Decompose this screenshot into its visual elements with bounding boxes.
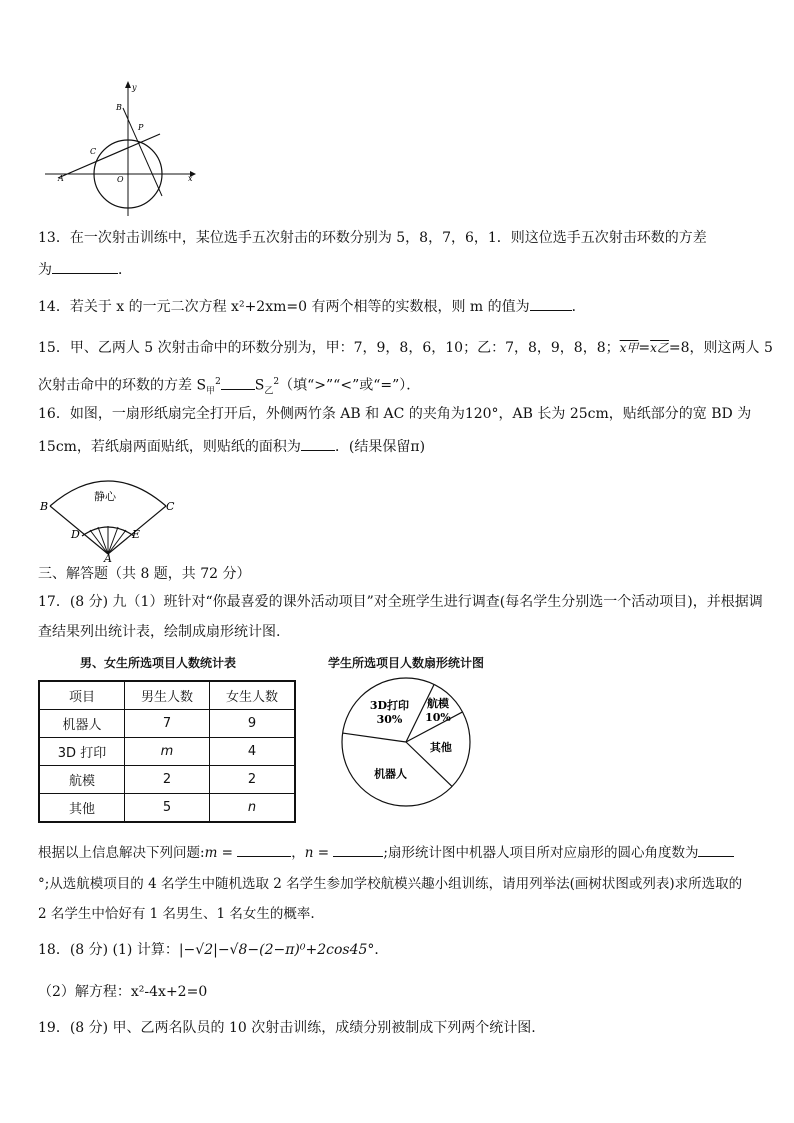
pie-slice-percent: 30% [376, 712, 403, 726]
q17-line3-post: ;扇形统计图中机器人项目所对应扇形的圆心角度数为 [383, 845, 699, 861]
q15-line2c: （填“>”“<”或“=”）． [279, 377, 421, 394]
mean-jia: x甲 [619, 341, 639, 355]
question-19: 19．(8 分) 甲、乙两名队员的 10 次射击训练，成绩分别被制成下列两个统计图. [38, 1020, 536, 1036]
q18-expression: |−√2|−√8−(2−π)⁰+2cos45° [178, 942, 375, 958]
sub-jia: 甲 [206, 386, 216, 397]
q16-line1: 16．如图，一扇形纸扇完全打开后，外侧两竹条 AB 和 AC 的夹角为120°，AB 长为 25cm，贴纸部分的宽 BD 为 [38, 406, 752, 422]
table-cell: 2 [210, 766, 296, 794]
fan-label-b: B [40, 500, 49, 513]
table-cell: m [125, 738, 210, 766]
pie-slice-label: 机器人 [374, 767, 408, 781]
q18-pre: 18．(8 分) (1) 计算： [38, 942, 179, 958]
question-15-line2 [38, 372, 763, 401]
pie-slice-label: 航模 [427, 696, 450, 710]
label-x: x [188, 174, 193, 183]
table-row [39, 766, 295, 794]
table-header: 男生人数 [125, 681, 210, 710]
q18-post: ． [374, 942, 389, 958]
sup-yi: 2 [273, 377, 280, 387]
q13-answer-blank[interactable] [52, 259, 118, 274]
var-n: n [304, 845, 314, 861]
q16-line2-post: ．(结果保留π) [334, 439, 426, 455]
q15-line2a: 次射击命中的环数的方差 S [38, 377, 207, 394]
label-a: A [58, 174, 64, 183]
table-row [39, 710, 295, 738]
table-header: 项目 [39, 681, 125, 710]
pie-slice-percent: 10% [425, 710, 451, 724]
y-axis-arrow [125, 81, 131, 88]
table-row [39, 794, 295, 823]
table-header-row [39, 681, 295, 710]
fan-label-a: A [104, 552, 112, 562]
q16-answer-blank[interactable] [301, 436, 335, 451]
label-o: O [117, 175, 124, 184]
m-answer-blank[interactable] [237, 842, 291, 857]
q14-answer-blank[interactable] [530, 296, 572, 311]
q13-line2-pre: 为 [38, 262, 52, 278]
n-answer-blank[interactable] [333, 842, 383, 857]
pie-slice-boundary [343, 733, 406, 742]
question-14 [38, 296, 763, 317]
q15-answer-blank[interactable] [221, 375, 255, 390]
angle-answer-blank[interactable] [698, 842, 734, 857]
question-16 [38, 404, 763, 424]
question-13 [38, 228, 763, 248]
pie-caption: 学生所选项目人数扇形统计图 [328, 656, 485, 670]
pie-slice-label: 3D打印 [369, 698, 410, 712]
q15-line1b: =8，则这两人 5 [668, 340, 773, 356]
table-cell: 3D 打印 [39, 738, 125, 766]
label-b: B [116, 103, 122, 112]
fan-text: 静心 [94, 490, 116, 503]
label-y: y [132, 83, 137, 92]
q15-line2b: S [254, 377, 265, 394]
line-bp [123, 108, 162, 196]
pie-slice-label: 其他 [429, 740, 452, 754]
question-15 [38, 338, 773, 358]
sup-jia: 2 [215, 377, 221, 387]
sub-yi: 乙 [264, 386, 274, 397]
question-16-line2 [38, 436, 763, 457]
q13-line2-post: ． [118, 262, 132, 278]
fan-label-d: D [71, 528, 80, 541]
table-cell: 机器人 [39, 710, 125, 738]
stats-table [38, 680, 296, 823]
table-header: 女生人数 [210, 681, 296, 710]
q16-line2-pre: 15cm，若纸扇两面贴纸，则贴纸的面积为 [38, 439, 301, 455]
question-17-line5: 2 名学生中恰好有 1 名男生、1 名女生的概率. [38, 906, 315, 922]
question-18-part2: （2）解方程：x²-4x+2=0 [38, 984, 208, 1000]
table-cell: 5 [125, 794, 210, 823]
eq-m: = [217, 845, 238, 861]
question-17-line3 [38, 842, 763, 863]
fan-figure [38, 466, 178, 562]
comma: ， [291, 845, 305, 861]
var-m: m [204, 845, 218, 861]
q17-line3-pre: 根据以上信息解决下列问题: [38, 845, 205, 861]
mean-yi: x乙 [650, 341, 669, 355]
question-17-line4: °;从选航模项目的 4 名学生中随机选取 2 名学生参加学校航模兴趣小组训练，请用列举法(画树状图或列表)求所选取的 [38, 876, 743, 892]
question-17-line1: 17．(8 分) 九（1）班针对“你最喜爱的课外活动项目”对全班学生进行调查(每名学生分别选一个活动项目)，并根据调 [38, 594, 763, 610]
table-cell: 9 [210, 710, 296, 738]
table-cell: 4 [210, 738, 296, 766]
table-cell: n [210, 794, 296, 823]
section-3-heading: 三、解答题（共 8 题，共 72 分） [38, 566, 251, 582]
question-17-line2: 查结果列出统计表，绘制成扇形统计图. [38, 624, 281, 640]
table-cell: 7 [125, 710, 210, 738]
q13-line1: 13．在一次射击训练中，某位选手五次射击的环数分别为 5，8，7，6，1．则这位选手五次射击环数的方差 [38, 230, 707, 246]
coordinate-graph [40, 78, 200, 218]
table-caption: 男、女生所选项目人数统计表 [80, 656, 237, 670]
table-cell: 2 [125, 766, 210, 794]
label-p: P [138, 123, 144, 132]
question-13-line2 [38, 259, 763, 280]
question-18 [38, 940, 763, 960]
label-c: C [90, 147, 97, 156]
fan-label-c: C [166, 500, 175, 513]
table-row [39, 738, 295, 766]
mean-eq: = [638, 340, 651, 356]
q15-line1a: 15．甲、乙两人 5 次射击命中的环数分别为，甲：7，9，8，6，10；乙：7，8，9，8，8； [38, 340, 620, 356]
pie-chart [338, 674, 474, 810]
q14-post: ． [571, 299, 586, 315]
eq-n: = [313, 845, 334, 861]
fan-label-e: E [132, 528, 141, 541]
q14-pre: 14．若关于 x 的一元二次方程 x²+2xm=0 有两个相等的实数根，则 m 的值为 [38, 299, 530, 315]
table-cell: 航模 [39, 766, 125, 794]
table-cell: 其他 [39, 794, 125, 823]
